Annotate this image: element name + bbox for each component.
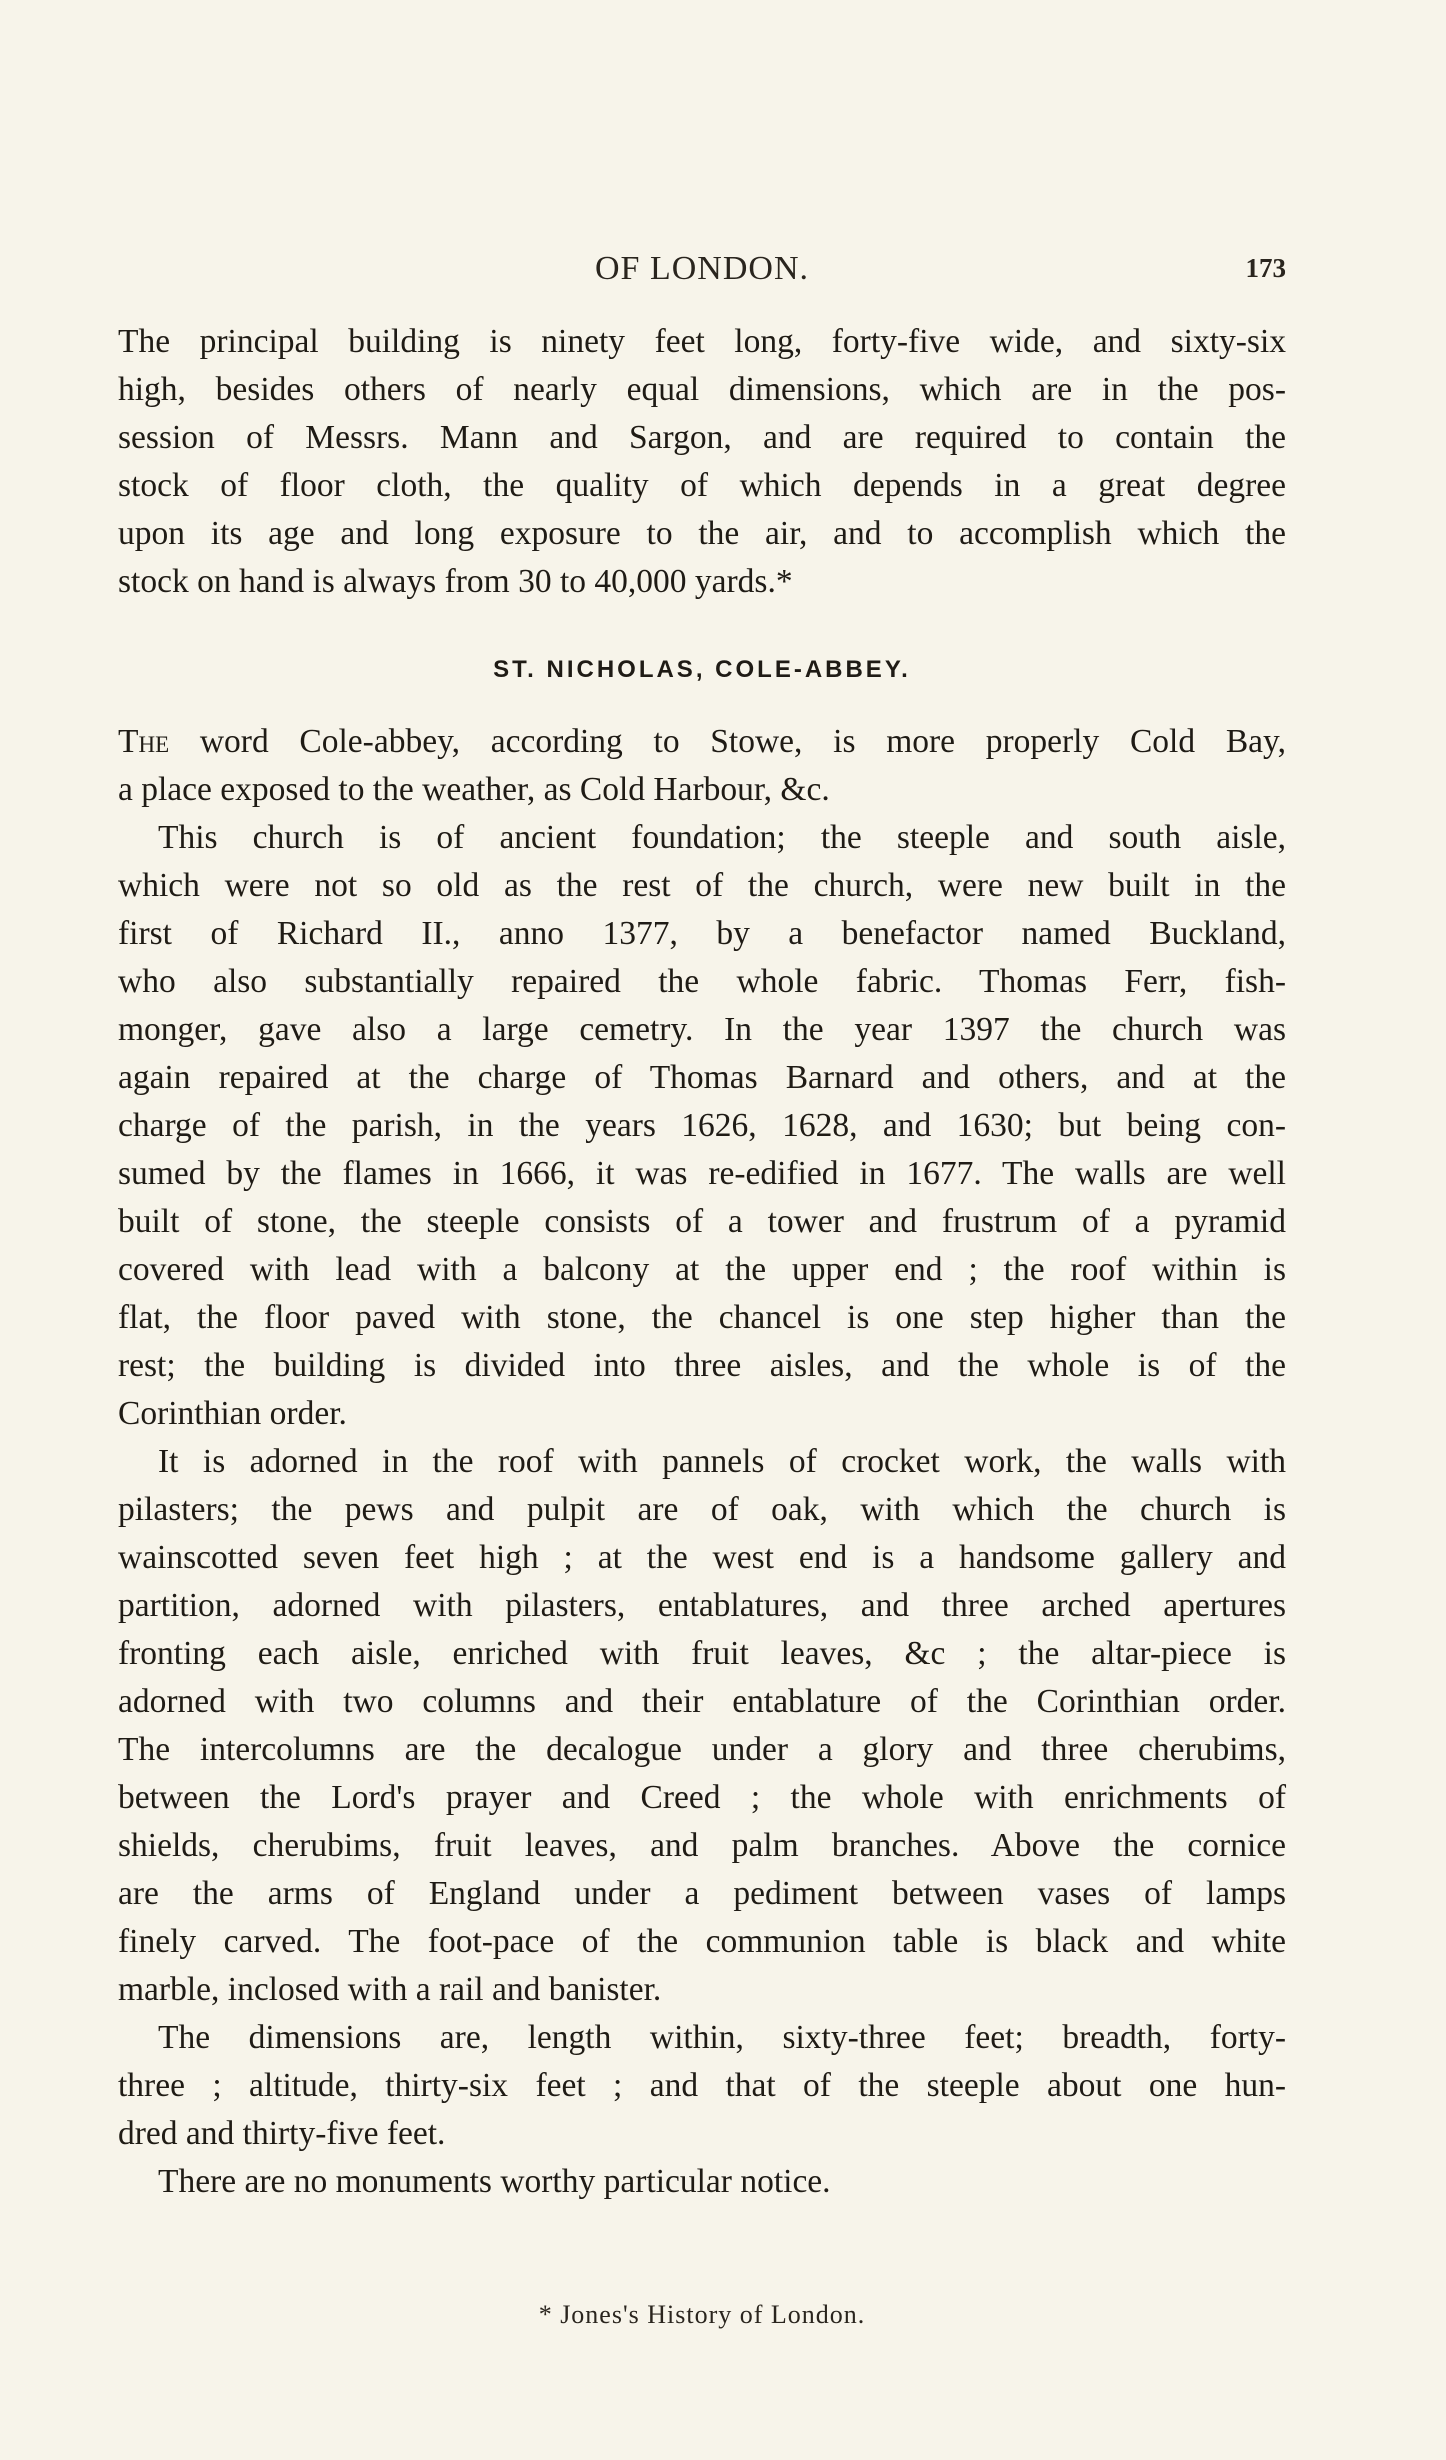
text-line: stock of floor cloth, the quality of which depends in a great degree xyxy=(118,467,1286,504)
text-line: fronting each aisle, enriched with fruit leaves, &c ; the altar-piece is xyxy=(118,1635,1286,1672)
text-line: are the arms of England under a pediment between vases of lamps xyxy=(118,1875,1286,1912)
text-line: who also substantially repaired the whole fabric. Thomas Ferr, fish- xyxy=(118,963,1286,1000)
paragraph-church-history xyxy=(118,814,1286,1438)
text-line: marble, inclosed with a rail and banister. xyxy=(118,1971,662,2008)
text-line: pilasters; the pews and pulpit are of oak, with which the church is xyxy=(118,1491,1286,1528)
text-line: wainscotted seven feet high ; at the west end is a handsome gallery and xyxy=(118,1539,1286,1576)
text-line: This church is of ancient foundation; the steeple and south aisle, xyxy=(158,819,1286,856)
paragraph-interior-decoration xyxy=(118,1438,1286,2014)
text-line: finely carved. The foot-pace of the communion table is black and white xyxy=(118,1923,1286,1960)
text-line: The dimensions are, length within, sixty-three feet; breadth, forty- xyxy=(158,2019,1286,2056)
text-line: partition, adorned with pilasters, entablatures, and three arched apertures xyxy=(118,1587,1286,1624)
footnote: * Jones's History of London. xyxy=(538,2300,866,2329)
page-number: 173 xyxy=(1245,253,1286,283)
text-line: charge of the parish, in the years 1626, 1628, and 1630; but being con- xyxy=(118,1107,1286,1144)
text-line: shields, cherubims, fruit leaves, and palm branches. Above the cornice xyxy=(118,1827,1286,1864)
text-line: adorned with two columns and their entablature of the Corinthian order. xyxy=(118,1683,1286,1720)
body-text xyxy=(118,318,1286,2206)
text-line: sumed by the flames in 1666, it was re-edified in 1677. The walls are well xyxy=(118,1155,1286,1192)
text-line: upon its age and long exposure to the air, and to accomplish which the xyxy=(118,515,1286,552)
paragraph-monuments xyxy=(118,2158,1286,2206)
text-line: first of Richard II., anno 1377, by a benefactor named Buckland, xyxy=(118,915,1286,952)
running-title: OF LONDON. xyxy=(595,250,809,287)
text-line: There are no monuments worthy particular notice. xyxy=(158,2163,831,2200)
text-line: monger, gave also a large cemetry. In the year 1397 the church was xyxy=(118,1011,1286,1048)
text-line: Corinthian order. xyxy=(118,1395,347,1432)
text-line: stock on hand is always from 30 to 40,000 yards.* xyxy=(118,563,793,600)
text-line: flat, the floor paved with stone, the chancel is one step higher than the xyxy=(118,1299,1286,1336)
line-rest: word Cole-abbey, according to Stowe, is more properly Cold Bay, xyxy=(169,723,1286,760)
text-line: between the Lord's prayer and Creed ; the whole with enrichments of xyxy=(118,1779,1286,1816)
text-line: session of Messrs. Mann and Sargon, and are required to contain the xyxy=(118,419,1286,456)
running-head xyxy=(118,250,1286,290)
text-line: high, besides others of nearly equal dimensions, which are in the pos- xyxy=(118,371,1286,408)
text-line: again repaired at the charge of Thomas Barnard and others, and at the xyxy=(118,1059,1286,1096)
text-line: three ; altitude, thirty-six feet ; and that of the steeple about one hun- xyxy=(118,2067,1286,2104)
text-line: built of stone, the steeple consists of a tower and frustrum of a pyramid xyxy=(118,1203,1286,1240)
drop-word: The xyxy=(118,723,170,760)
paragraph-dimensions xyxy=(118,2014,1286,2158)
text-line: The intercolumns are the decalogue under a glory and three cherubims, xyxy=(118,1731,1286,1768)
text-line: It is adorned in the roof with pannels of crocket work, the walls with xyxy=(158,1443,1286,1480)
paragraph-floor-cloth xyxy=(118,318,1286,606)
text-line: which were not so old as the rest of the church, were new built in the xyxy=(118,867,1286,904)
section-heading: ST. NICHOLAS, COLE-ABBEY. xyxy=(493,656,911,683)
text-line: The principal building is ninety feet long, forty-five wide, and sixty-six xyxy=(118,323,1286,360)
text-line: dred and thirty-five feet. xyxy=(118,2115,446,2152)
paragraph-cole-abbey-name xyxy=(118,718,1286,814)
text-line xyxy=(118,718,1286,766)
text-line: rest; the building is divided into three aisles, and the whole is of the xyxy=(118,1347,1286,1384)
text-line: covered with lead with a balcony at the upper end ; the roof within is xyxy=(118,1251,1286,1288)
text-line: a place exposed to the weather, as Cold Harbour, &c. xyxy=(118,771,830,808)
